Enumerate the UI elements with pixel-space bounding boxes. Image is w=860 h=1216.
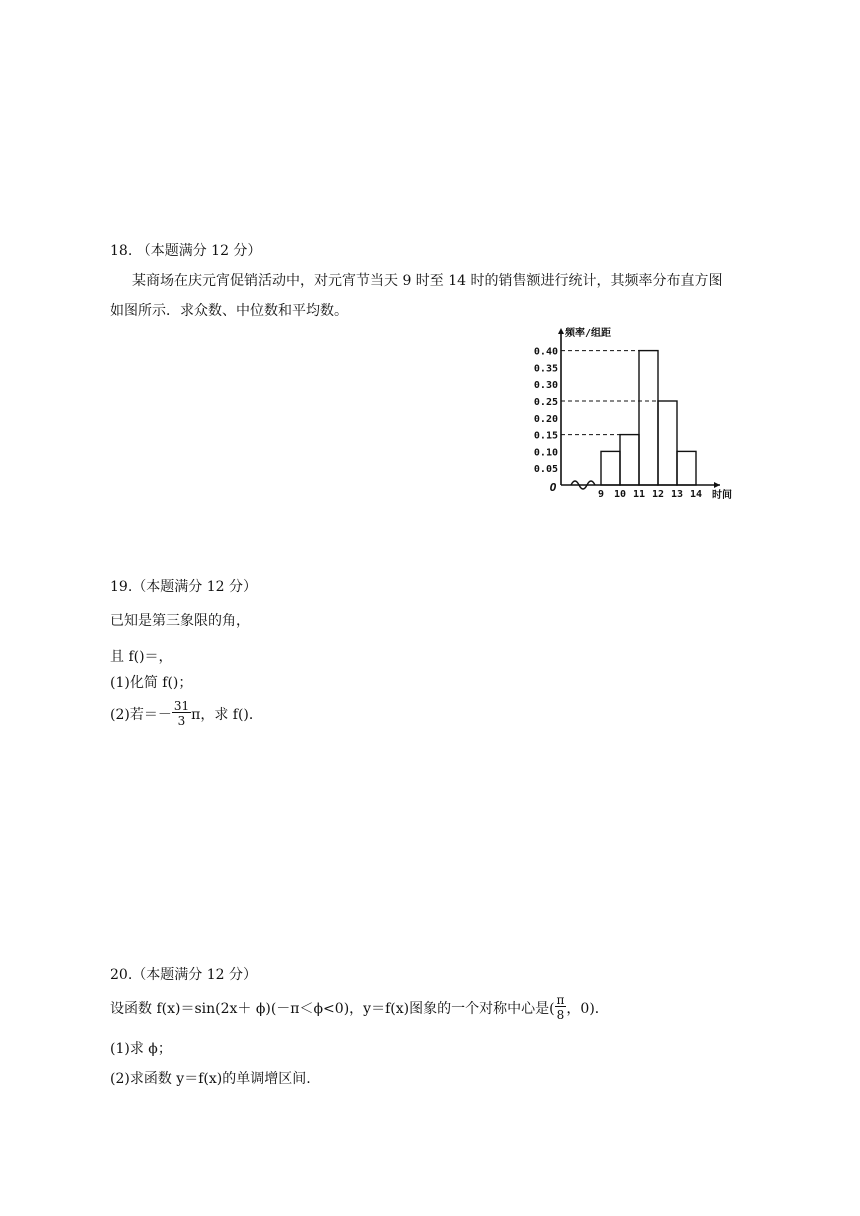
q19-line2: 且 f()＝， <box>110 649 173 665</box>
histogram-bar-3 <box>658 401 677 485</box>
histogram-bar-4 <box>677 451 696 485</box>
q20-header: 20.（本题满分 12 分） <box>110 967 257 983</box>
q19-fraction <box>172 700 191 727</box>
x-axis-arrow <box>714 482 720 488</box>
y-tick-label-4: 0.20 <box>533 413 558 425</box>
histogram-bar-0 <box>601 451 620 485</box>
x-tick-label-3: 12 <box>651 489 665 500</box>
x-tick-label-1: 10 <box>613 489 627 500</box>
x-tick-label-5: 14 <box>689 489 703 500</box>
histogram-bar-2 <box>639 351 658 485</box>
q20-part1: (1)求 ϕ； <box>110 1041 172 1057</box>
q20-line1-pre: 设函数 f(x)＝sin(2x＋ ϕ)(－π＜ϕ<0)，y＝f(x)图象的一个对称中心是( <box>110 1000 555 1017</box>
q20-line1 <box>110 994 609 1021</box>
q18-line2: 如图所示．求众数、中位数和平均数。 <box>110 303 348 319</box>
q19-part1: (1)化简 f()； <box>110 675 193 691</box>
x-tick-label-0: 9 <box>597 489 605 500</box>
frequency-histogram <box>515 322 745 504</box>
q20-fraction <box>555 994 567 1021</box>
x-axis-label: 时间 <box>712 490 732 501</box>
q19-fraction-numerator: 31 <box>173 699 190 713</box>
q19-part2-post: π，求 f()． <box>191 706 263 723</box>
y-tick-label-7: 0.05 <box>533 464 558 476</box>
y-tick-label-3: 0.25 <box>533 397 558 408</box>
y-axis-arrow <box>558 328 564 334</box>
q20-part2: (2)求函数 y＝f(x)的单调增区间. <box>110 1071 311 1087</box>
q20-fraction-numerator: π <box>556 993 565 1007</box>
origin-label: O <box>549 481 557 494</box>
y-tick-label-6: 0.10 <box>533 447 558 459</box>
q19-fraction-denominator: 3 <box>177 714 186 728</box>
q18-line1: 某商场在庆元宵促销活动中，对元宵节当天 9 时至 14 时的销售额进行统计，其频率分布直方图 <box>132 273 723 289</box>
y-tick-label-2: 0.30 <box>533 380 558 392</box>
y-axis-label: 频率/组距 <box>565 328 612 339</box>
q19-line1: 已知是第三象限的角， <box>110 613 250 629</box>
histogram-bar-1 <box>620 435 639 485</box>
x-tick-label-2: 11 <box>632 489 646 500</box>
y-tick-label-0: 0.40 <box>533 346 558 358</box>
x-tick-label-4: 13 <box>670 489 684 500</box>
q20-line1-post: ，0)． <box>566 1000 609 1017</box>
y-tick-label-5: 0.15 <box>533 430 558 442</box>
q18-header: 18. （本题满分 12 分） <box>110 243 262 259</box>
q19-part2 <box>110 700 263 727</box>
y-tick-label-1: 0.35 <box>533 363 558 375</box>
q20-fraction-denominator: 8 <box>556 1008 565 1022</box>
q19-header: 19.（本题满分 12 分） <box>110 579 257 595</box>
q19-part2-pre: (2)若＝－ <box>110 706 172 723</box>
